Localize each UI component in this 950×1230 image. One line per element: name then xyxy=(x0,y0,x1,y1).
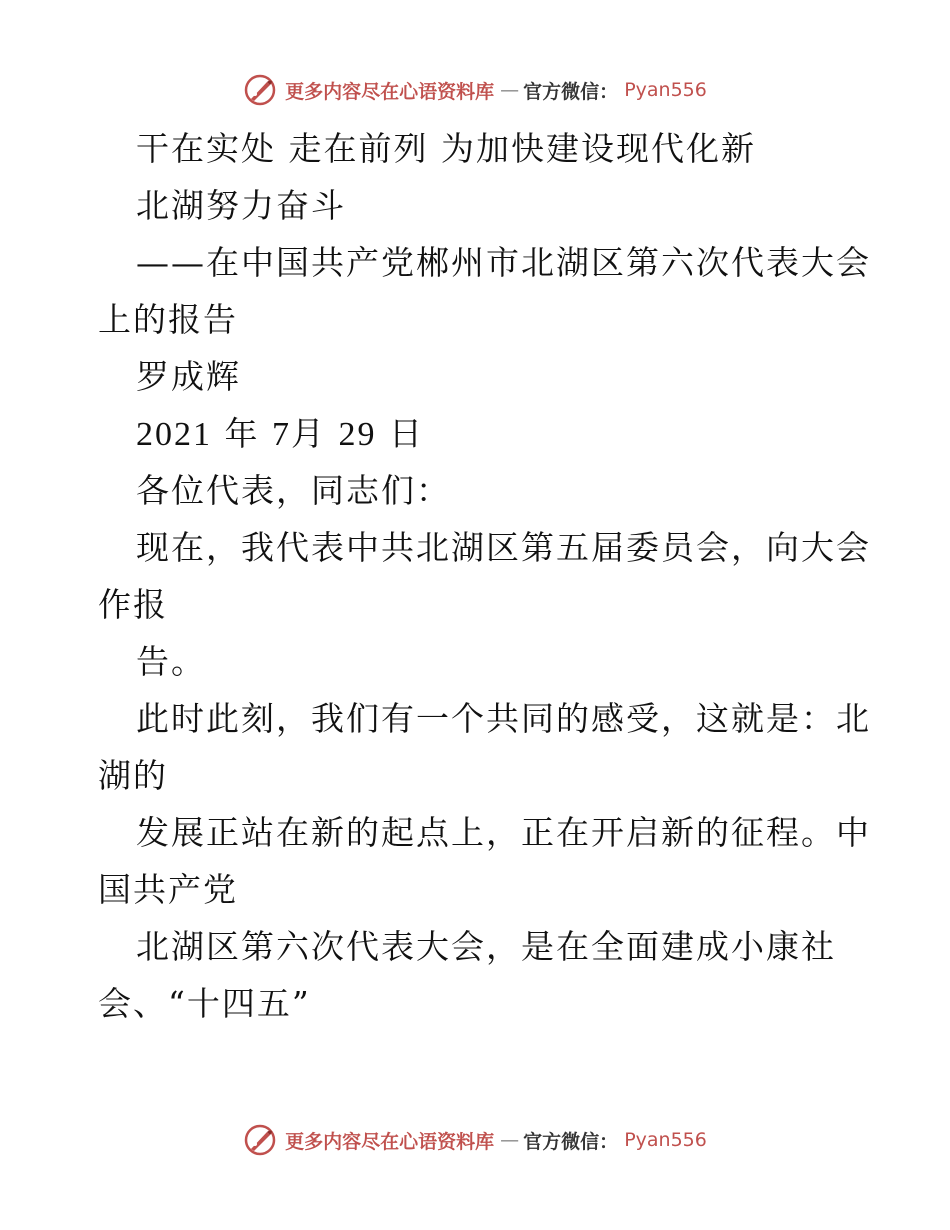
subtitle-line-1: ——在中国共产党郴州市北湖区第六次代表大会 xyxy=(136,243,871,282)
watermark-footer xyxy=(0,1120,950,1160)
paragraph-2-line-1: 此时此刻，我们有一个共同的感受，这就是：北 xyxy=(136,699,871,738)
date-day: 29 xyxy=(338,416,377,453)
date-day-unit: 日 xyxy=(389,414,424,453)
paragraph-2-line-4: 国共产党 xyxy=(98,870,238,909)
paragraph-2-line-3: 发展正站在新的起点上，正在开启新的征程。中 xyxy=(136,813,871,852)
date-year: 2021 xyxy=(136,416,212,453)
document-body xyxy=(98,120,871,1032)
paragraph-1-line-2: 作报 xyxy=(98,585,168,624)
watermark-wechat-id: Pyan556 xyxy=(624,79,707,101)
paragraph-1-line-1: 现在，我代表中共北湖区第五届委员会，向大会 xyxy=(136,528,871,567)
date-year-unit: 年 xyxy=(224,414,260,453)
feather-pen-icon xyxy=(243,73,277,107)
watermark-official-label: 官方微信： xyxy=(523,1130,619,1153)
paragraph-1-line-3: 告。 xyxy=(136,642,206,681)
paragraph-2-line-2: 湖的 xyxy=(98,756,168,795)
author-name: 罗成辉 xyxy=(136,357,241,396)
salutation: 各位代表，同志们： xyxy=(136,471,451,510)
paragraph-2-line-6: 会、“十四五” xyxy=(98,984,311,1023)
date-month: 7 xyxy=(272,416,291,453)
title-line-1: 干在实处 走在前列 为加快建设现代化新 xyxy=(136,129,756,168)
watermark-separator: — xyxy=(500,1129,518,1151)
feather-pen-icon xyxy=(243,1123,277,1157)
report-date xyxy=(98,405,858,462)
watermark-brand: 更多内容尽在心语资料库 xyxy=(285,1130,495,1153)
date-month-unit: 月 xyxy=(291,414,326,453)
subtitle-line-2: 上的报告 xyxy=(98,300,238,339)
watermark-brand: 更多内容尽在心语资料库 xyxy=(285,80,495,103)
watermark-official-label: 官方微信： xyxy=(523,80,619,103)
watermark-wechat-id: Pyan556 xyxy=(624,1129,707,1151)
watermark-header xyxy=(0,70,950,110)
title-line-2: 北湖努力奋斗 xyxy=(136,186,346,225)
watermark-separator: — xyxy=(500,79,518,101)
paragraph-2-line-5: 北湖区第六次代表大会，是在全面建成小康社 xyxy=(136,927,836,966)
